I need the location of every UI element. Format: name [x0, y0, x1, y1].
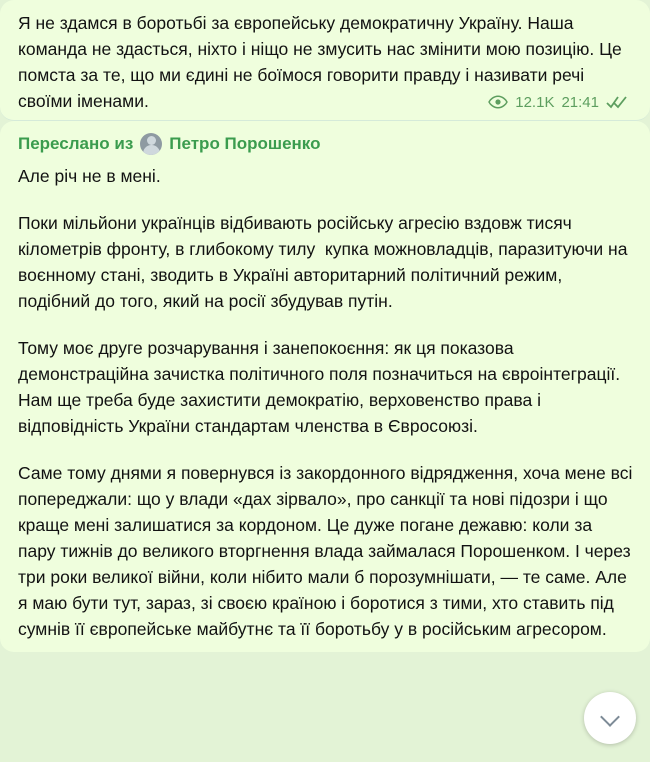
- avatar: [140, 133, 162, 155]
- double-check-icon: [606, 95, 628, 109]
- forwarded-label: Переслано из: [18, 134, 134, 153]
- message-bubble-forwarded[interactable]: [0, 121, 650, 652]
- message-text: Я не здамся в боротьбі за європейську демократичну Україну. Наша команда не здасться, ніхто і ніщо не змусить нас змінити мою позицію. Це помста за те, що ми єдині не боїмося говорити правду і називати речі своїми іменами.: [18, 13, 627, 111]
- message-bubble-top[interactable]: [0, 0, 650, 121]
- message-time: 21:41: [561, 93, 599, 111]
- message-paragraph: Саме тому днями я повернувся із закордонного відрядження, хоча мене всі попереджали: що у влади «дах зірвало», про санкції та нові підозри і що краще мені залишатися за кордоном. Це дуже погане дежавю: коли за пару тижнів до великого вторгнення влада займалася Порошенком. І через три роки великої війни, коли нібито мали б порозумнішати, — те саме. Але я маю бути тут, зараз, зі своєю країною і боротися з тими, хто ставить під сумнів її європейське майбутнє та її боротьбу у в російським агресором.: [18, 463, 638, 639]
- chevron-down-icon: [601, 709, 619, 727]
- message-paragraph: Поки мільйони українців відбивають російську агресію вздовж тисяч кілометрів фронту, в глибокому тилу купка можновладців, паразитуючи на воєнному стані, зводить в Україні авторитарний політичний режим, подібний до того, який на росії збудував путін.: [18, 213, 633, 311]
- scroll-to-bottom-button[interactable]: [584, 692, 636, 744]
- message-paragraph: Тому моє друге розчарування і занепокоєння: як ця показова демонстраційна зачистка політичного поля позначиться на євроінтеграції. Нам ще треба буде захистити демократію, верховенство права і відповідність України стандартам членства в Євросоюзі.: [18, 338, 625, 436]
- forwarded-header[interactable]: [18, 133, 634, 155]
- view-count: 12.1K: [515, 93, 555, 111]
- forwarded-author[interactable]: Петро Порошенко: [169, 134, 321, 153]
- eye-icon: [488, 95, 508, 109]
- message-paragraph: Але річ не в мені.: [18, 166, 161, 186]
